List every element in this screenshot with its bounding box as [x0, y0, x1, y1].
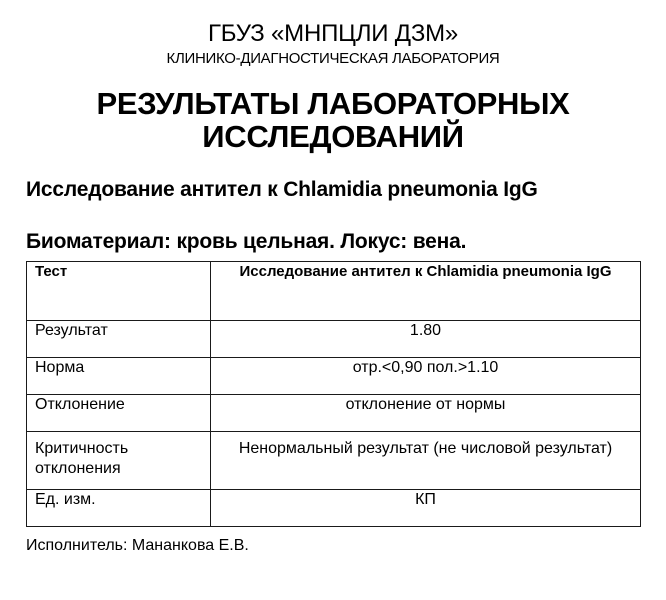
row-label: Результат	[27, 321, 211, 358]
row-value: отр.<0,90 пол.>1.10	[211, 358, 641, 395]
organization-name: ГБУЗ «МНПЦЛИ ДЗМ»	[207, 20, 459, 47]
row-label: Критичность отклонения	[27, 432, 211, 490]
department-name: КЛИНИКО-ДИАГНОСТИЧЕСКАЯ ЛАБОРАТОРИЯ	[166, 50, 500, 67]
row-value: Ненормальный результат (не числовой результат)	[211, 432, 641, 490]
table-row-deviation	[27, 395, 641, 432]
executor-signature: Исполнитель: Мананкова Е.В.	[26, 537, 249, 554]
test-name-heading: Исследование антител к Chlamidia pneumonia IgG	[26, 178, 538, 201]
table-row-units	[27, 490, 641, 527]
row-label: Норма	[27, 358, 211, 395]
table-header-row	[27, 262, 641, 321]
row-label: Ед. изм.	[27, 490, 211, 527]
table-row-criticality	[27, 432, 641, 490]
row-value: КП	[211, 490, 641, 527]
results-table	[26, 261, 641, 527]
page-title	[0, 87, 666, 153]
biomaterial-heading: Биоматериал: кровь цельная. Локус: вена.	[26, 230, 467, 253]
table-row-result	[27, 321, 641, 358]
page-title-line-1: РЕЗУЛЬТАТЫ ЛАБОРАТОРНЫХ	[96, 86, 570, 121]
row-label: Отклонение	[27, 395, 211, 432]
header-label-cell: Тест	[27, 262, 211, 321]
table-row-norm	[27, 358, 641, 395]
page-title-line-2: ИССЛЕДОВАНИЙ	[202, 119, 464, 154]
header-value-cell: Исследование антител к Chlamidia pneumonia IgG	[211, 262, 641, 321]
row-value: отклонение от нормы	[211, 395, 641, 432]
row-value: 1.80	[211, 321, 641, 358]
